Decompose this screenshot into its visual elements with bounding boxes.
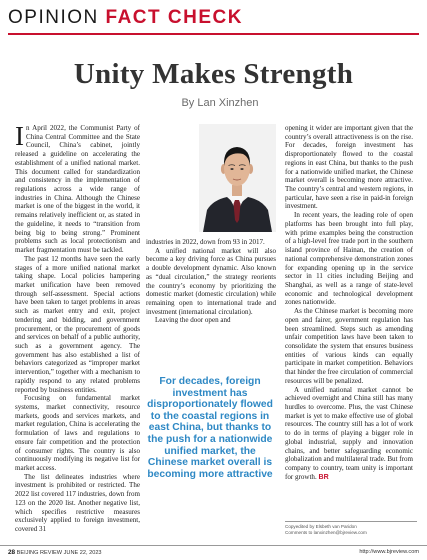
article-column-3 [285,124,413,482]
paragraph: As the Chinese market is becoming more open and fairer, government regulation has been streamlined. Steps such as amending unfair competition laws have been taken to consolidate the system that ensures business entities of various kinds can equally participate in market competition. Behaviors that hinder the free circulation of commercial resources will be penalized. [285,307,413,385]
paragraph: opening it wider are important given that the country’s overall attractiveness is on the rise. For decades, foreign investment has disproportionately flowed to the coastal regions in east China, but thanks to the push for a nationwide unified market, the Chinese market overall is becoming more attractive. The country’s central and western regions, in particular, have seen a rise in paid-in foreign investment. [285,124,413,211]
header-rule [8,33,419,35]
page-number: 28 [8,549,16,556]
author-photo [199,124,276,232]
paragraph: A unified national market will also become a key driving force as China pursues a double development dynamic. Also known as “dual circulation,” the strategy reorients the country’s economy by prioritizing the domestic market (domestic circulation) while remaining open to international trade and investment (international circulation). [146,246,276,316]
article-column-2 [146,238,276,325]
subsection-title: FACT CHECK [105,7,243,28]
paragraph: In recent years, the leading role of open platforms has been brought into full play, with prime examples being the construction of a high-level free trade port in the southern island province of Hainan, the creation of national comprehensive demonstration zones for expanding opening up in the service sector in 11 cities including Beijing and Shanghai, as well as a range of state-level economic and technological development zones nationwide. [285,211,413,307]
copyeditor-line: Copyedited by Elsbeth van Paridon [285,524,357,529]
pull-quote: For decades, foreign investment has disproportionately flowed to the coastal regions in east China, but thanks to the push for a nationwide unified market, the Chinese market overall is becoming more attractive [147,376,273,480]
article-column-1 [15,121,140,534]
paragraph: industries in 2022, down from 93 in 2017. [146,238,265,246]
copyedit-credits [285,521,417,536]
drop-cap: I [15,121,24,151]
paragraph: Focusing on fundamental market systems, market connectivity, resource markets, goods and services markets, and market regulation, China is accelerating the formulation of laws and regulations to ensure fair competition and the protection of consumer rights. The country is also continuously modifying its negative list for market access. [15,394,140,473]
comments-email-line: Comments to lanxinzhen@bjreview.com [285,530,367,535]
footer-rule [0,545,427,546]
paragraph [285,386,413,483]
paragraph-text: n April 2022, the Communist Party of China Central Committee and the State Council, China’s cabinet, jointly released a guideline on accelerating the establishment of a unified national market. This document called for standardization and consistency in the implementation of regulations across a wide range of industries in China. Although the Chinese market is one of the biggest in the world, it remains relatively inefficient or, as stated in the guideline, it needs to “transition from being big to being strong.” Prominent problems such as local protectionism and market fragmentation must be tackled. [15,124,140,255]
publication-info: BEIJING REVIEW JUNE 22, 2023 [16,550,102,556]
portrait-image [199,124,276,232]
footer-url[interactable]: http://www.bjreview.com [359,549,419,555]
paragraph [15,121,140,255]
section-label [8,7,243,29]
paragraph: The list delineates industries where investment is prohibited or restricted. The 2022 list covered 117 industries, down from 123 on the 2020 list. Another negative list, which specifies restrictive measures exclusively applied to foreign investment, covered 31 [15,472,140,534]
end-mark: BR [318,473,329,481]
byline: By Lan Xinzhen [181,97,259,109]
paragraph-text: A unified national market cannot be achieved overnight and China still has many hurdles to overcome. Plus, the vast Chinese market is yet to make effective use of global resources. The country still has a lot of work to do in terms of playing a bigger role in global industrial, supply and innovation chains, and better safeguarding economic globalization and multilateral trade. But from company to country, team unity is important for growth. [285,385,413,481]
footer-left [8,549,102,556]
paragraph: Leaving the door open and [155,316,231,325]
section-title: OPINION [8,7,99,28]
headline: Unity Makes Strength [73,58,354,90]
paragraph: The past 12 months have seen the early stages of a more unified national market taking shape. Local policies hampering market unification have been removed through self-assessment. Special actions have been taken to target problems in areas such as market entry and exit, project tendering and bidding, and government procurement, or the procurement of goods and services on behalf of a public authority, such as a government agency. The government has also established a list of behaviors categorized as “improper market intervention,” together with a mechanism to rapidly respond to any related problems reported by business entities. [15,254,140,394]
